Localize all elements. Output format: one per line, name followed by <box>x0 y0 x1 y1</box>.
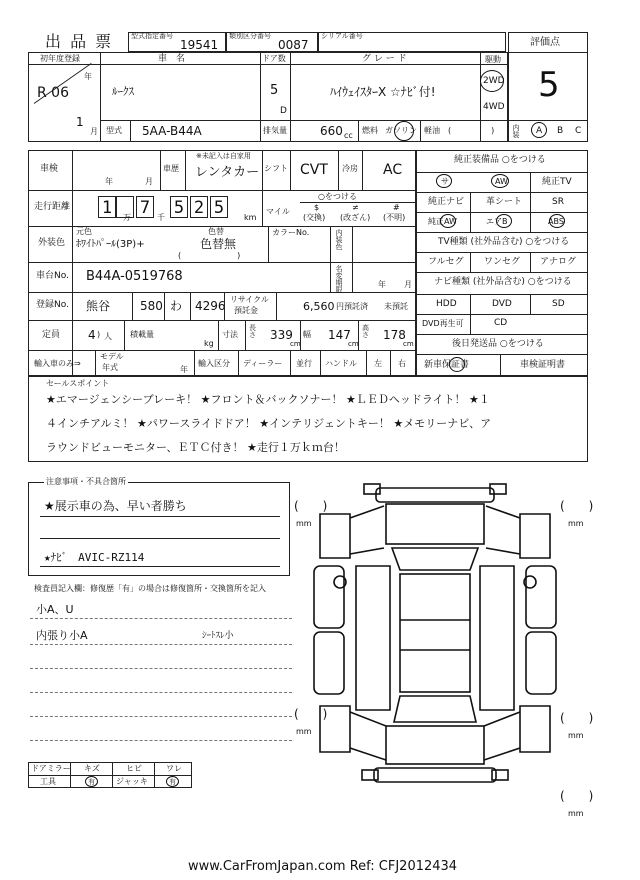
shaken-year: 年 <box>105 177 113 186</box>
navi-hdd: HDD <box>436 299 457 309</box>
reg-class: 580 <box>140 299 163 313</box>
orig-color: ﾎﾜｲﾄﾊﾟｰﾙ(3P)+ <box>76 239 145 250</box>
mile-s: (交換) <box>303 213 326 222</box>
equip-genuine-tv: 純正TV <box>542 177 572 187</box>
history-note: ※未記入は自家用 <box>196 152 251 160</box>
docs-title: 後日発送品 ○をつける <box>452 339 544 349</box>
mile-note: ○をつける <box>318 192 357 201</box>
displacement-label: 排気量 <box>263 126 287 135</box>
mile-k: (改ざん) <box>340 213 371 222</box>
car-name-label: 車 名 <box>158 54 186 64</box>
load-label: 積載量 <box>130 330 154 339</box>
recycle-unit: 円預託済 <box>336 302 368 311</box>
door-type: D <box>280 106 287 116</box>
model-type: 5AA-B44A <box>142 124 202 138</box>
colorno-label: カラーNo. <box>272 228 310 237</box>
tv-title: TV種類 (社外品含む) ○をつける <box>438 237 570 247</box>
navi-sd: SD <box>552 299 565 309</box>
equip-airbag: エアB <box>486 217 508 226</box>
km-unit: km <box>244 213 257 222</box>
chassis-label: 車台No. <box>36 271 69 281</box>
legend-jack: ジャッキ <box>116 777 148 786</box>
fuel-gas-circle <box>394 121 414 141</box>
recycle-amount: 6,560 <box>303 300 335 313</box>
interior-color-label: 内装色 <box>335 229 343 250</box>
capacity: 4 <box>88 328 96 342</box>
capacity-unit: 人 <box>104 332 112 341</box>
handle-label: ハンドル <box>325 359 357 368</box>
tire-bracket-rl: ( ) <box>294 707 328 721</box>
reg-num: 4296 <box>195 299 226 313</box>
rear-bumper-shape <box>374 768 496 782</box>
fuel-label: 燃料 <box>362 126 378 135</box>
parallel: 並行 <box>296 359 312 368</box>
mile-label: マイル <box>266 207 290 216</box>
mileage-digit-4: 2 <box>190 196 208 218</box>
mile-u: (不明) <box>383 213 406 222</box>
equip-aw: AW <box>495 177 508 186</box>
tire-bracket-rr: ( ) <box>560 711 594 725</box>
height: 178 <box>383 328 406 342</box>
interior-a: A <box>536 126 543 136</box>
rear-window-shape <box>394 696 476 722</box>
man-unit: 万 <box>123 213 131 222</box>
mileage-digit-3: 5 <box>170 196 188 218</box>
fuel-paren: ( ) <box>448 126 495 135</box>
tire-mm-fl: mm <box>296 519 312 528</box>
inspector-line-2a: 内張り小A <box>36 629 88 642</box>
back-door-shape <box>386 726 484 764</box>
hgt-label: 高さ <box>362 324 369 339</box>
grade: ﾊｲｳｪｲｽﾀｰX ☆ﾅﾋﾞ付! <box>330 85 436 99</box>
sales-label: セールスポイント <box>46 379 110 388</box>
year-unit: 年 <box>84 72 92 81</box>
interior-c: C <box>575 126 582 136</box>
navi-cd: CD <box>494 318 508 328</box>
grade-label: グ レ ー ド <box>362 54 407 64</box>
tv-analog: アナログ <box>540 257 577 267</box>
equip-abs-circle <box>549 214 565 228</box>
shift-label: シフト <box>264 164 288 173</box>
car-diagram <box>300 470 570 800</box>
tire-bracket-fr: ( ) <box>560 499 594 513</box>
equip-abs: ABS <box>548 217 564 226</box>
rear-left-fender-shape <box>320 706 350 752</box>
docs-new-warranty: 新車保証書 <box>424 360 470 370</box>
hood-shape <box>386 504 484 544</box>
sales-line-1: ★エマージェンシーブレーキ！ ★フロント＆バックソナー！ ★ＬＥＤヘッドライト！ ★１ <box>46 393 490 406</box>
color-num: 色替無 <box>200 237 237 251</box>
rating-score: 5 <box>538 65 560 105</box>
inspector-line-2b: ｼｰﾄｽﾚ小 <box>202 631 234 641</box>
tire-bracket-fl: ( ) <box>294 499 328 513</box>
drive-2wd: 2WD <box>483 76 505 86</box>
ac-label: 冷房 <box>342 164 358 173</box>
history-label: 車歴 <box>163 164 179 173</box>
form-title: 出 品 票 <box>45 32 114 51</box>
equip-sr: SR <box>552 197 564 207</box>
serial-label: シリアル番号 <box>321 32 363 40</box>
legend-tools: 工具 <box>40 777 56 786</box>
notes-line-1: ★展示車の為、早い者勝ち <box>44 499 187 513</box>
kg-unit: kg <box>204 339 214 348</box>
equip-airbag-circle <box>496 214 512 228</box>
tire-mm-rr: mm <box>568 731 584 740</box>
sales-line-2: ４インチアルミ！ ★パワースライドドア！ ★インテリジェントキー！ ★メモリーナビ、ア <box>46 417 492 430</box>
car-name: ﾙｰｸｽ <box>112 85 134 98</box>
width: 147 <box>328 328 351 342</box>
model-spec-label: 型式指定番号 <box>131 32 173 40</box>
legend-break: ワレ <box>166 764 182 773</box>
navi-dvd-play: DVD再生可 <box>422 319 464 328</box>
windshield-shape <box>392 548 478 570</box>
legend-crack: ヒビ <box>126 764 142 773</box>
equip-genuine-aw-circle <box>440 214 456 228</box>
ac: AC <box>383 162 403 178</box>
handle-left: 左 <box>374 359 382 368</box>
dim-label: 寸法 <box>222 330 238 339</box>
sen-unit: 千 <box>157 213 165 222</box>
factory-title: 純正装備品 ○をつける <box>454 155 546 165</box>
len-label: 長さ <box>249 324 256 339</box>
body-left-side-shape <box>356 566 390 710</box>
rear-right-fender-shape <box>520 706 550 752</box>
equip-genuine-navi: 純正ナビ <box>428 197 465 207</box>
first-reg-month: 1 <box>76 115 84 129</box>
left-rear-door-shape <box>314 632 344 694</box>
equip-sunroof: サ <box>441 177 449 186</box>
fuel-diesel: 軽油 <box>424 126 440 135</box>
first-reg-era: R 06 <box>37 85 69 101</box>
tire-mm-spare: mm <box>568 809 584 818</box>
legend-tools-yes: 有 <box>88 778 95 786</box>
category-label: 類別区分番号 <box>229 32 271 40</box>
right-rear-door-shape <box>526 632 556 694</box>
month-unit: 月 <box>90 127 98 136</box>
hgt-cm: cm <box>403 340 414 348</box>
displacement: 660 <box>320 124 343 138</box>
tire-mm-fr: mm <box>568 519 584 528</box>
front-right-fender-shape <box>520 514 550 558</box>
notes-line-2: ★ﾅﾋﾞ AVIC-RZ114 <box>44 551 145 564</box>
rear-lamp-left-shape <box>362 770 378 780</box>
footer-watermark: www.CarFromJapan.com Ref: CFJ2012434 <box>188 859 458 874</box>
wid-label: 幅 <box>303 330 311 339</box>
history: レンタカー <box>195 165 260 180</box>
chassis-number: B44A-0519768 <box>86 269 183 284</box>
wid-cm: cm <box>348 340 359 348</box>
equip-aw-circle <box>491 174 509 188</box>
navi-title: ナビ種類 (社外品含む) ○をつける <box>434 277 572 287</box>
navi-dvd: DVD <box>492 299 512 309</box>
shift: CVT <box>300 162 328 178</box>
mileage-digit-5: 5 <box>210 196 228 218</box>
body-right-side-shape <box>480 566 514 710</box>
namechange-month: 月 <box>404 280 412 289</box>
import-label: 輸入車のみ⇒ <box>34 359 81 368</box>
interior-label: 内装 <box>512 124 520 138</box>
tv-oneseg: ワンセグ <box>484 257 521 267</box>
capacity-label: 定員 <box>42 330 61 340</box>
shaken-month: 月 <box>145 177 153 186</box>
docs-warranty-circle <box>449 357 465 372</box>
mile-k-sym: ≠ <box>352 203 359 212</box>
equip-leather: 革シート <box>486 197 523 207</box>
color-label: 外装色 <box>38 238 66 248</box>
interior-b: B <box>557 126 564 136</box>
legend-scratch: キズ <box>84 764 100 773</box>
recycle-unpaid: 未預託 <box>384 302 408 311</box>
namechange-year: 年 <box>378 280 386 289</box>
model-year-label-2: 年式 <box>102 363 118 372</box>
mile-u-sym: # <box>393 203 400 212</box>
tire-bracket-spare: ( ) <box>560 789 594 803</box>
namechange-label: 名変期限 <box>335 265 343 293</box>
mileage-label: 走行距離 <box>34 202 71 212</box>
sales-line-3: ラウンドビューモニター、ＥＴＣ付き！ ★走行１万ｋｍ台！ <box>46 441 345 454</box>
front-bumper-shape <box>376 488 494 502</box>
drive-label: 駆動 <box>485 55 501 64</box>
tire-mm-rl: mm <box>296 727 312 736</box>
cc-unit: cc <box>344 131 353 140</box>
mileage-digit-1: 1 <box>98 196 116 218</box>
color-num-label: 色替 <box>208 227 224 236</box>
equip-genuine-aw: 純正AW <box>428 217 457 226</box>
roof-shape <box>400 574 470 692</box>
capacity-paren: ) <box>97 330 101 339</box>
inspector-label: 検査員記入欄：修復歴「有」の場合は修復箇所・交換箇所を記入 <box>34 584 266 593</box>
door-label: ドア数 <box>262 54 286 63</box>
dealer: ディーラー <box>243 359 283 368</box>
category-no: 0087 <box>278 38 309 52</box>
mileage-digit-2: 7 <box>136 196 154 218</box>
drive-2wd-circle <box>480 70 504 92</box>
reg-kana: わ <box>170 299 183 313</box>
legend-jack-yes: 有 <box>169 778 176 786</box>
mile-s-sym: $ <box>314 203 320 212</box>
import-class-label: 輸入区分 <box>198 359 230 368</box>
handle-right: 右 <box>398 359 406 368</box>
model-year-label-1: モデル <box>100 352 124 361</box>
model-year-unit: 年 <box>180 365 188 374</box>
orig-color-label: 元色 <box>76 227 92 236</box>
model-type-label: 型式 <box>106 126 122 135</box>
reg-label: 登録No. <box>36 300 69 310</box>
shaken-label: 車検 <box>40 164 59 174</box>
drive-4wd: 4WD <box>483 102 505 112</box>
model-spec-no: 19541 <box>180 38 219 52</box>
legend-mirror: ドアミラー <box>31 764 71 773</box>
inspector-line-1: 小A、U <box>36 603 74 616</box>
rear-lamp-right-shape <box>492 770 508 780</box>
fuel-gas: ガソリン <box>385 126 417 135</box>
equip-sunroof-circle <box>436 174 452 188</box>
front-left-fender-shape <box>320 514 350 558</box>
docs-reg-cert: 車検証明書 <box>520 360 566 370</box>
recycle-label-2: 預託金 <box>234 306 258 315</box>
reg-area: 熊谷 <box>86 299 111 313</box>
color-paren: ( ) <box>178 251 241 260</box>
recycle-label-1: リサイクル <box>230 295 269 304</box>
tv-fullseg: フルセグ <box>428 257 464 267</box>
rating-label: 評価点 <box>530 37 560 48</box>
notes-label: 注意事項・不具合箇所 <box>46 477 126 486</box>
len-cm: cm <box>290 340 301 348</box>
length: 339 <box>270 328 293 342</box>
door-count: 5 <box>270 83 279 98</box>
first-reg-label: 初年度登録 <box>40 54 80 63</box>
